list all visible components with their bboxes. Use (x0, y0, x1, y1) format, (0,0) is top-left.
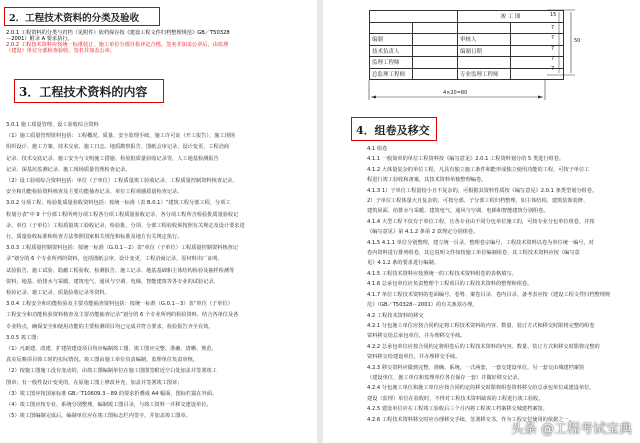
body-line: 《编写意见》第 4.1.2 条第 2 款规定分别组卷。 (367, 229, 479, 236)
stamp-title: 竣 工 图 (458, 11, 564, 23)
intro-text (6, 30, 312, 54)
body-line: （5）竣工图编制完成后，编制单位应在竣工图标志栏内签字，并加盖竣工图章。 (6, 413, 191, 420)
body-line: 资料移交给总承包单位，并办理移交手续。 (367, 333, 466, 340)
watermark-text: 头条 @工程考试宝典 (510, 422, 632, 437)
dim-label: 15 (550, 12, 557, 18)
body-line: （1）施工质量管理资料包括：工程概况、质量、安全监理手续、施工许可证（开工报告）、施工现场 (6, 133, 235, 140)
body-line: （2）按施工图施工没有变动的，由竣工图编制单位在施工图图签附近空白处加盖并签署竣工 (6, 368, 217, 375)
body-line: 3.0.5 竣工图： (6, 334, 42, 341)
dim-label: 7 (551, 35, 555, 41)
heading-2: 3．工程技术资料的内容 (19, 85, 148, 99)
body-line: 工程安全和功能检验资料核查及主要功能抽查记录”划分的 6 个专业所列的检验资料，结合各单位及各 (6, 312, 239, 319)
body-line: （4）竣工图应按专业、系统分别整理，编制竣工图目录，与竣工资料一并移交建设单位。 (6, 402, 212, 409)
intro-line: －2001）附录 A 要求执行。 (6, 36, 73, 42)
watermark (489, 418, 632, 437)
body-line: （建设单位、施工单位和监理单位各自保存一套）并做好移交记录。 (367, 374, 523, 381)
body-line: 录，单位（子单位）工程质量竣工验收记录，检验批、分项、分部工程验收须按照有关规定及设计要求进 (6, 222, 245, 229)
body-line: 见》4.1.2 条的要求进行编制。 (367, 260, 439, 267)
body-line: 建设（监理）单位在验收时，不得对工程技术资料缺项的工程进行竣工验收。 (367, 395, 544, 402)
right-page (323, 0, 640, 443)
stamp-cell: 监理工程师 (370, 57, 413, 69)
body-line: 资料，地基、给排水与采暖、建筑电气、通风与空调、电梯、智能建筑等各专业的试验记录、 (6, 278, 219, 285)
body-line: 4.2.2 总承包单位应按合同约定将组卷后的工程技术资料的内容、数量、装订方式和移交时限将完整的 (367, 343, 600, 350)
body-line: 程进行竣工验收和备案，其技术资料单独整理编卷。 (367, 177, 487, 184)
stamp-cell: 总监理工程师 (370, 68, 413, 80)
dim-label: 7 (551, 56, 555, 62)
body-line: （2）设工验收综合资料包括：单位（子单位）工程质量竣工验收记录、工程质量控制资料核查记录， (6, 178, 238, 185)
body-line: 真实反映项目竣工时的实际情况。竣工图由施工单位负责编制，监理单位负责审核。 (6, 357, 198, 364)
body-line: 资料移交给建设单位，并办理移交手续。 (367, 354, 461, 361)
body-line: 4.1.5 工程技术资料应按照统一的工程技术资料组卷的表格填写。 (367, 270, 517, 277)
heading-4-box (351, 117, 437, 141)
body-line: 4.1.5 4.1.1 单位分别整理，建立统一目录，整理卷宗编号，工程技术资料以卷为单位统一编号，对 (367, 239, 594, 246)
body-line: 图章；有一般性设计变更的，在原施工图上修改补充，加盖并签署竣工图章； (6, 379, 183, 386)
body-line: 4.2.6 工程技术资料移交时应办理移交手续，签署移交书，作为工程交付使用的依据之一。 (367, 416, 574, 423)
stamp-cell: 专业监理工程师 (458, 68, 511, 80)
right-body-text (367, 144, 637, 425)
stamp-cell: 编制 (370, 34, 413, 46)
body-line: 4.1.3 1）子单位工程量较小且不复杂的，可根据其资料性质按《编写意见》2.0.1 条类型划分组卷。 (367, 187, 598, 194)
body-line: 4.2.3 移交资料应做到完整、准确、系统，一式两套，一套交建设单位，另一套交由城建档案馆 (367, 364, 585, 371)
intro-line: 2.0.1 工程资料的分类与归档（见附件）依档保存按《建设工程文件归档整理规范》GB／T50328 (6, 30, 230, 36)
body-line: 3.0.2 分项工程、检验批质量验收资料包括：按统一标准（表 B.0.1）“建筑工程分部工程，分项工 (6, 200, 231, 207)
body-line: 4.1.6 总承包单位应负责整理个工程项目的工程技术资料的整理和组卷。 (367, 281, 533, 288)
body-line: 录”划分的 6 个专业所列的资料，包括图纸会审、设计变更、工程洽商记录，原材料出厂证明、 (6, 256, 223, 263)
body-line: （1）凡新建、改建、扩建的建设项目均应编制竣工图，竣工图应完整、准确、清晰、规范， (6, 346, 217, 353)
body-line: 4.2.1 分包施工单位应按合同约定将工程技术资料的内容、数量、装订方式和移交时限将完整的组卷 (367, 322, 595, 329)
body-line: 记录、深基坑监测记录、施工现场质量管理检查记录。 (6, 166, 131, 173)
body-line: 建筑屋面、给排水与采暖、建筑电气、通风与空调、电梯和智能建筑分别组卷。 (367, 208, 549, 215)
body-line: 4.2 工程技术资料的移交 (367, 312, 424, 319)
body-line: 4.2.5 建设单位应在工程竣工验收后三个月内将工程竣工档案移交城建档案馆。 (367, 406, 548, 413)
heading-4: 4．组卷及移交 (356, 124, 430, 137)
width-dim-label: 4×20=80 (443, 90, 468, 96)
body-line: 3.0.4 工程安全和功能检验及主要功能抽查资料包括：按统一标准（G.0.1－3）表“单位（子单位） (6, 301, 233, 308)
toutiao-logo-icon (489, 422, 505, 435)
dim-label: 7 (551, 46, 555, 52)
body-line: 专业特点，确保安全和使用功能的主要检测项目均已完成并符合要求，检验报告齐全有效。 (6, 323, 214, 330)
body-line: 4.1 组卷 (367, 146, 388, 152)
body-line: 安全和功能检验资料核查及主要功能抽查记录、单位工程观感质量检查记录。 (6, 189, 183, 196)
body-line: 2）子单位工程体量大且复杂的，可按分部、子分部工程归档整理，如主体结构、建筑装饰装修、 (367, 198, 589, 205)
dim-label: 7 (551, 66, 555, 72)
body-line: 4.1.7 单位工程技术资料的卷面编号、卷脊、案卷目录、卷内目录、备考表应按《建设工程文件归档整理规 (367, 291, 611, 298)
stamp-cell: 编制日期 (458, 45, 511, 57)
body-line: 4.2.4 分包施工单位和施工单位应按合同约定的移交时限将组卷资料移交给总承包单位或建设单位。 (367, 385, 595, 392)
body-line: 组织设计、施工方案、技术交底、施工日志、地质勘察报告、图纸会审记录、设计变更、工程洽商 (6, 144, 230, 151)
body-line: 3.0.3 工程质量控制资料包括：按统一标准（G.0.1－2）表“单位（子单位）工程质量控制资料核查记 (6, 245, 238, 252)
body-line: 3.0.1 施工质量管理、设工验收综合资料 (6, 122, 99, 128)
body-line: 试验报告、施工试验、隐蔽工程验收、检测报告、施工记录、地基基础和主体结构检验及抽样检测等 (6, 267, 235, 274)
dimension-lines (323, 0, 640, 110)
dim-label: 7 (551, 25, 555, 31)
left-page (0, 0, 317, 443)
red-note-line: （建设）单位分部检查验收，签名并加盖公章。 (6, 48, 115, 54)
body-line: 卷内资料进行排列组卷，其它说明文件如按施工单位编制组卷，其工程技术资料应按《编写意 (367, 250, 580, 257)
heading-2-box (14, 79, 164, 103)
heading-1: 2．工程技术资料的分类及验收 (9, 13, 140, 24)
body-line: 行。质量验收标准和检查方法参照国家相关规范和标准及地方有关规定执行。 (6, 234, 183, 241)
left-body-text (6, 120, 314, 422)
red-note-line: 2.0.2 工程技术资料应按统一标准装订，施工单位分部自检评定合格，签名并加盖公章后，由监理 (6, 42, 229, 48)
heading-1-box (4, 7, 160, 26)
body-line: 记录、技术交底记录、施工安全与文明施工措施、检验批质量验收记录等，人工地基检测报告 (6, 155, 219, 162)
body-line: 检验记录、施工记录、质量验收记录等资料。 (6, 290, 110, 297)
body-line: 程划分表”中 9 个分部工程所列分项工程各分项工程质量验收记录，各分项工程所含检验批质量验收记 (6, 211, 239, 218)
body-line: （3）竣工图应按国家标准 GB／T10609.3－89 的要求折叠成 A4 幅面，图标栏露在外面。 (6, 390, 218, 397)
stamp-cell: 技术负责人 (370, 45, 413, 57)
body-line: 4.1.1 一般简单的单位工程资料按《编写意见》2.0.1 工程资料划分的 5 类进行组卷。 (367, 156, 565, 163)
body-line: 4.1.4 大型工程不仅有子单位工程，且各专业由不同分包单位施工的，可按专业分包单位组卷，并按 (367, 218, 595, 225)
height-dim-label: 50 (574, 38, 581, 44)
body-line: 范》（GB／T50328－2001）的有关条款办理。 (367, 302, 478, 309)
stamp-cell: 审核人 (458, 34, 511, 46)
body-line: 4.1.2 大体量复杂的单位工程，凡具有独立施工条件和能形成独立使用功能的工程，可按子单位工 (367, 166, 590, 173)
